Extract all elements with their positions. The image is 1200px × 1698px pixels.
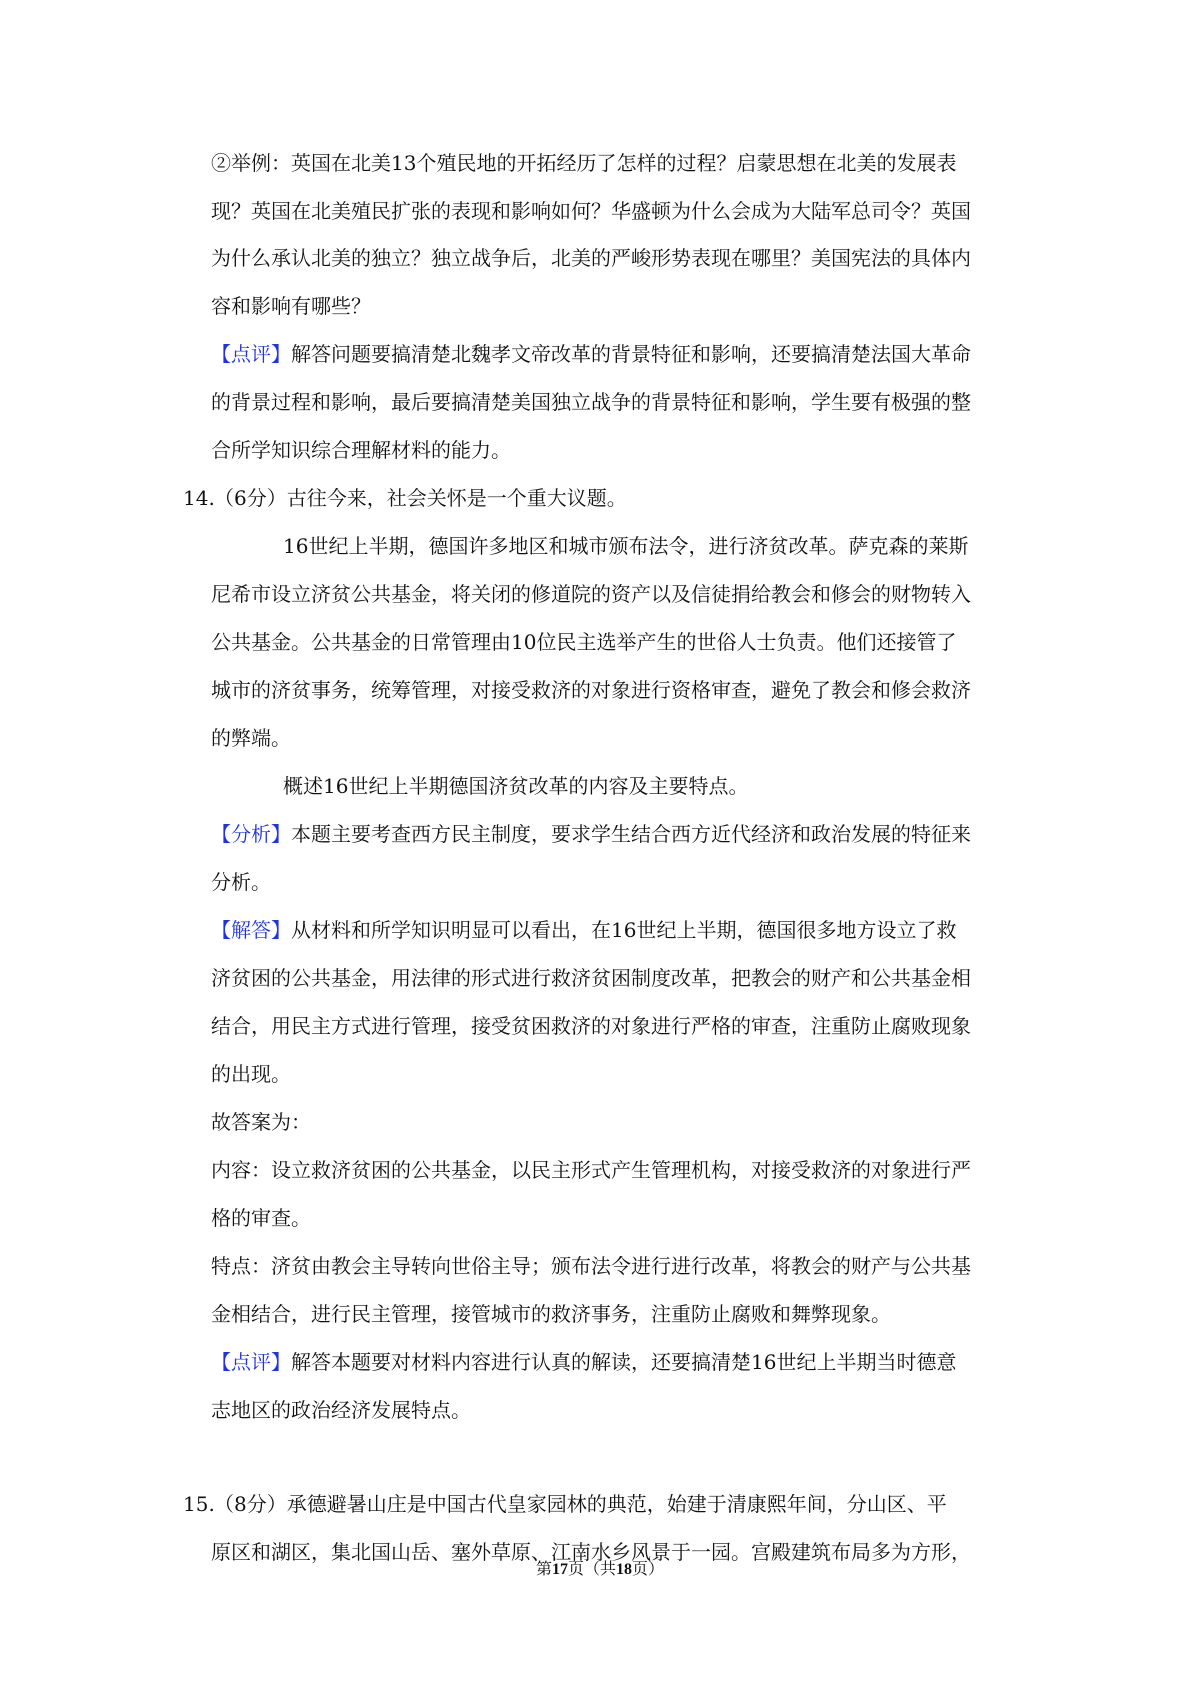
text-line: 容和影响有哪些？ [211,294,371,318]
comment-text: 解答本题要对材料内容进行认真的解读，还要搞清楚16世纪上半期当时德意 [291,1350,957,1374]
comment-tag: 【点评】 [211,342,291,366]
text-line: 分析。 [211,870,271,894]
text-line: 志地区的政治经济发展特点。 [211,1398,471,1422]
analysis-text: 本题主要考查西方民主制度，要求学生结合西方近代经济和政治发展的特征来 [291,822,971,846]
text-line: 特点：济贫由教会主导转向世俗主导；颁布法令进行进行改革，将教会的财产与公共基 [211,1254,971,1278]
page-footer [0,1558,1200,1581]
text-line: 原区和湖区，集北国山岳、塞外草原、江南水乡风景于一园。宫殿建筑布局多为方形， [211,1540,971,1564]
question-number: 14. [183,486,215,510]
text-line: 的出现。 [211,1062,291,1086]
text-line: 内容：设立救济贫困的公共基金，以民主形式产生管理机构，对接受救济的对象进行严 [211,1158,971,1182]
text-line: 为什么承认北美的独立？独立战争后，北美的严峻形势表现在哪里？美国宪法的具体内 [211,246,971,270]
comment-tag: 【点评】 [211,1350,291,1374]
text-line: 金相结合，进行民主管理，接管城市的救济事务，注重防止腐败和舞弊现象。 [211,1302,891,1326]
comment-paragraph [211,340,971,368]
text-line: 合所学知识综合理解材料的能力。 [211,438,511,462]
page-number: 17 [551,1561,568,1578]
material-line: 公共基金。公共基金的日常管理由10位民主选举产生的世俗人士负责。他们还接管了 [211,630,957,654]
question-number: 15. [183,1492,215,1516]
question-prompt: 概述16世纪上半期德国济贫改革的内容及主要特点。 [283,774,749,798]
question-header: （8分）承德避暑山庄是中国古代皇家园林的典范，始建于清康熙年间，分山区、平 [214,1492,947,1516]
page-total: 18 [616,1561,632,1578]
analysis-paragraph [211,820,971,848]
answer-text: 从材料和所学知识明显可以看出，在16世纪上半期，德国很多地方设立了救 [291,918,957,942]
analysis-tag: 【分析】 [211,822,291,846]
footer-suffix: 页） [632,1559,665,1578]
material-line: 的弊端。 [211,726,291,750]
question-header: （6分）古往今来，社会关怀是一个重大议题。 [214,486,627,510]
comment-paragraph [211,1348,956,1376]
comment-text: 解答问题要搞清楚北魏孝文帝改革的背景特征和影响，还要搞清楚法国大革命 [291,342,971,366]
answer-paragraph [211,916,956,944]
text-line: 格的审查。 [211,1206,311,1230]
text-line: ②举例：英国在北美13个殖民地的开拓经历了怎样的过程？启蒙思想在北美的发展表 [211,151,957,175]
text-line: 现？英国在北美殖民扩张的表现和影响如何？华盛顿为什么会成为大陆军总司令？英国 [211,199,971,223]
footer-middle: 页（共 [567,1559,616,1578]
material-line: 尼希市设立济贫公共基金，将关闭的修道院的资产以及信徒捐给教会和修会的财物转入 [211,582,971,606]
text-line: 结合，用民主方式进行管理，接受贫困救济的对象进行严格的审查，注重防止腐败现象 [211,1014,971,1038]
answer-tag: 【解答】 [211,918,291,942]
material-line: 城市的济贫事务，统筹管理，对接受救济的对象进行资格审查，避免了教会和修会救济 [211,678,971,702]
text-line: 的背景过程和影响，最后要搞清楚美国独立战争的背景特征和影响，学生要有极强的整 [211,390,971,414]
text-line: 故答案为： [211,1110,311,1134]
text-line: 济贫困的公共基金，用法律的形式进行救济贫困制度改革，把教会的财产和公共基金相 [211,966,971,990]
footer-prefix: 第 [535,1559,552,1578]
material-line: 16世纪上半期，德国许多地区和城市颁布法令，进行济贫改革。萨克森的莱斯 [283,534,969,558]
